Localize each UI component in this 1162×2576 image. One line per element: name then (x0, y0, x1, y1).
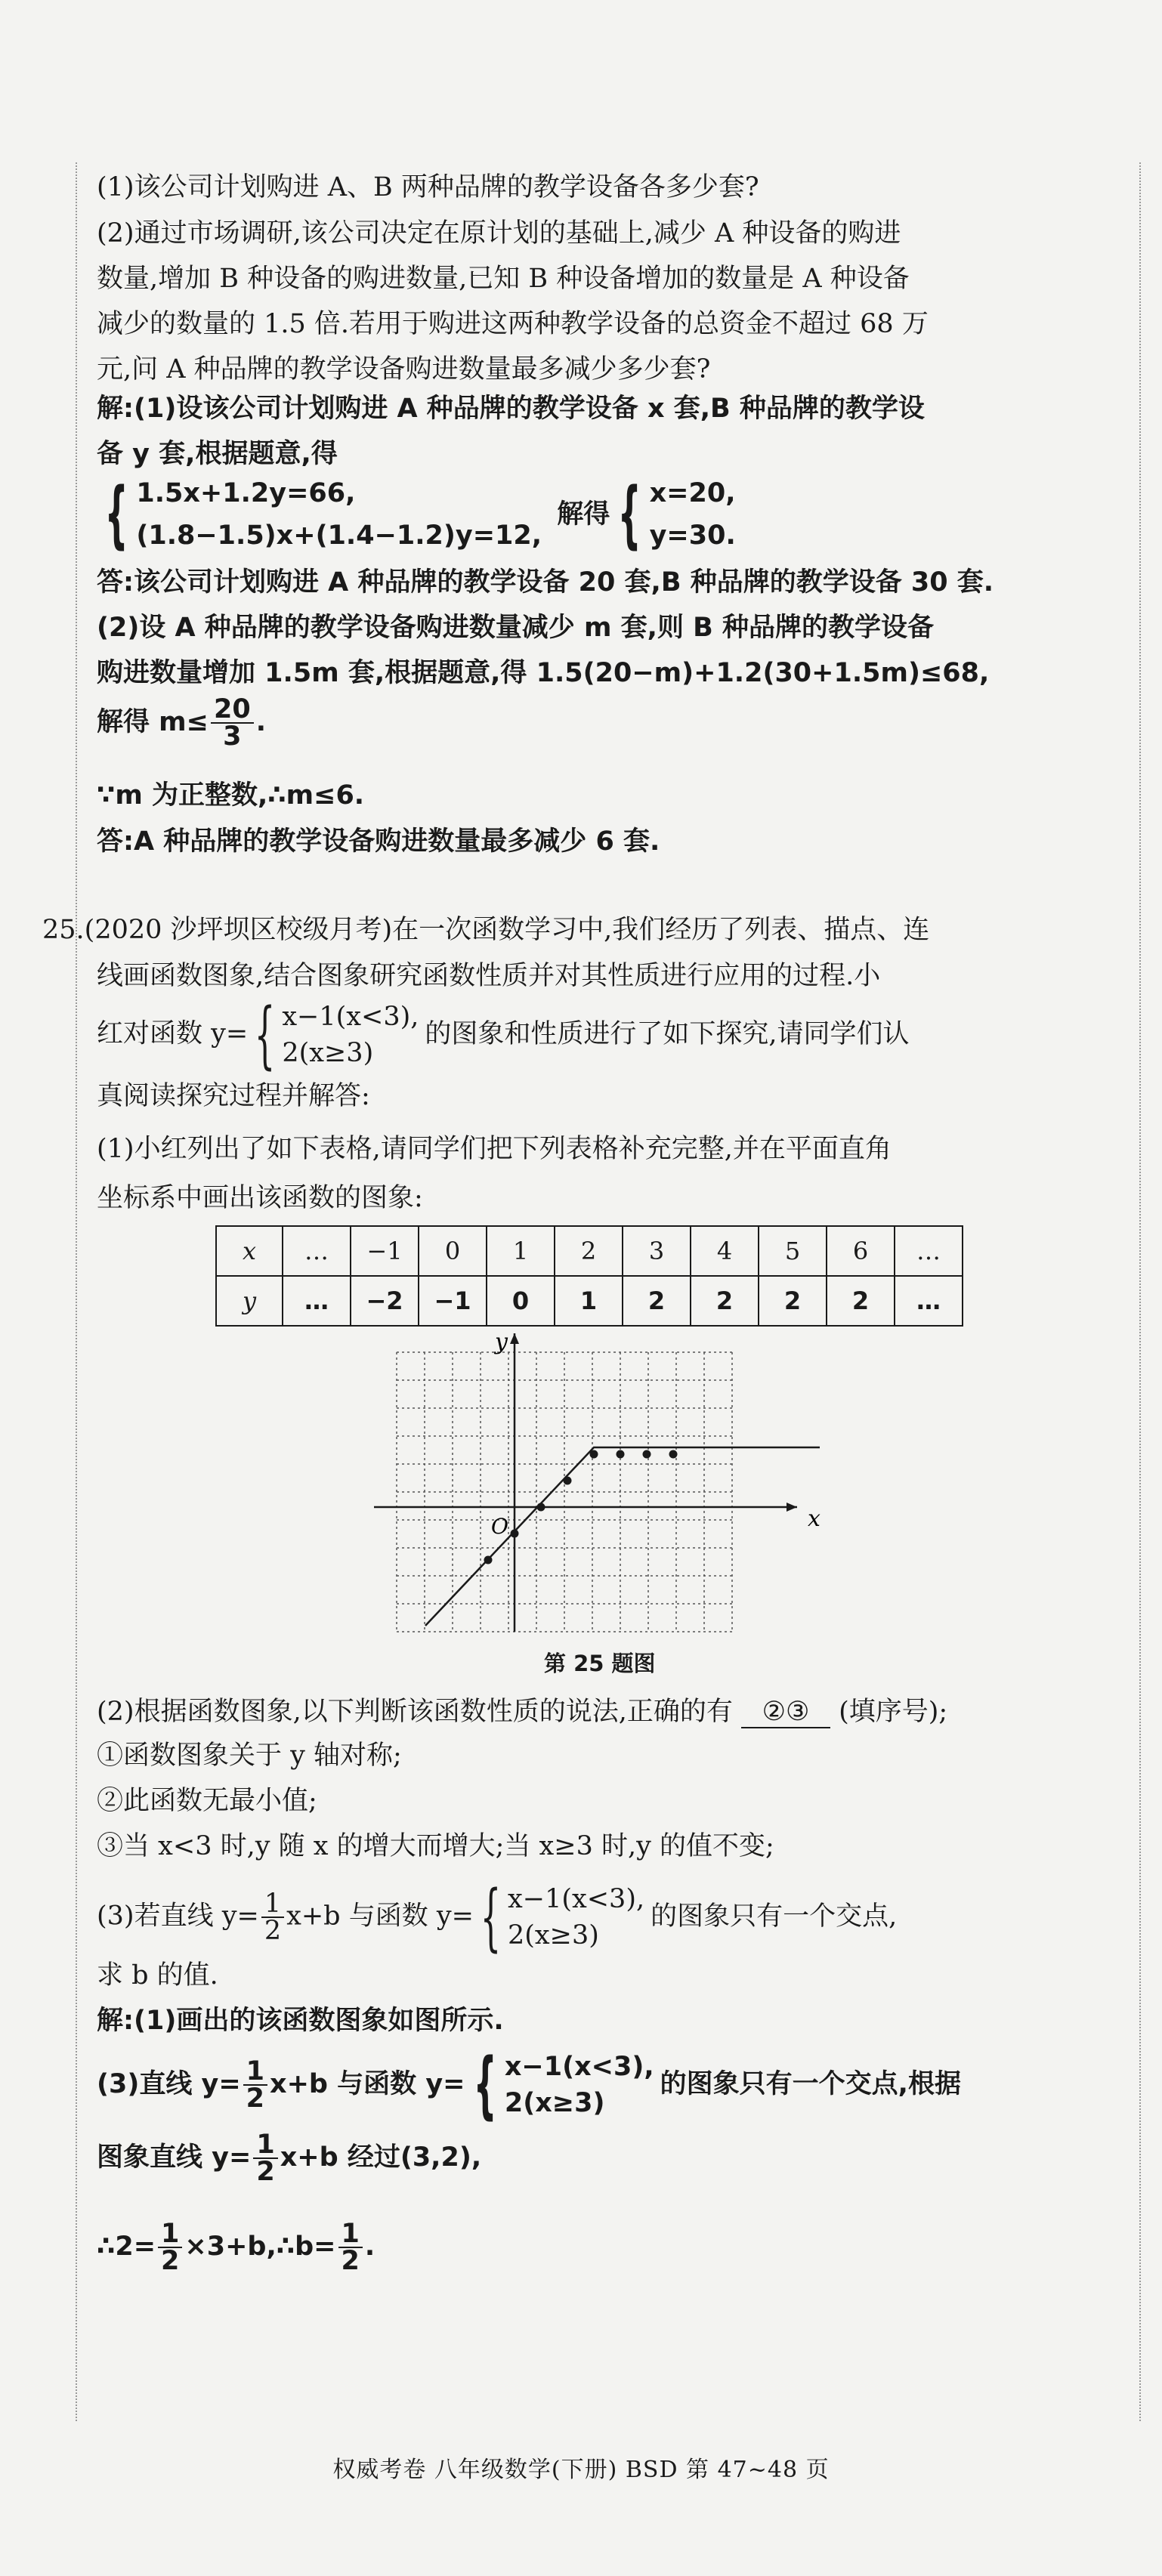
table-cell: 1 (555, 1276, 623, 1326)
table-cell: … (283, 1276, 351, 1326)
right-margin-line (1139, 162, 1141, 2421)
piece-2: 2(x≥3) (282, 1038, 374, 1068)
solution-line: 解:(1)设该公司计划购进 A 种品牌的教学设备 x 套,B 种品牌的教学设 (97, 394, 925, 424)
table-cell: −1 (351, 1226, 419, 1276)
table-cell: −1 (419, 1276, 487, 1326)
table-cell: … (283, 1226, 351, 1276)
x-axis-label: x (808, 1506, 821, 1532)
q25-solution-3-line3 (97, 2221, 375, 2274)
plot-point (617, 1450, 625, 1459)
question-2-line: (2)通过市场调研,该公司决定在原计划的基础上,减少 A 种设备的购进 (97, 218, 901, 249)
fraction-denominator: 2 (264, 1916, 282, 1946)
plot-point (669, 1450, 678, 1459)
solution-2-suffix: . (255, 707, 266, 737)
fraction-denominator: 2 (161, 2246, 180, 2276)
option-2: ②此函数无最小值; (97, 1786, 317, 1816)
function-graph (374, 1330, 842, 1639)
table-header-y: y (216, 1276, 283, 1326)
piece-1: x−1(x<3), (504, 2052, 654, 2082)
q25-solution-3-c: 的图象只有一个交点,根据 (660, 2069, 961, 2099)
q25-solution-3-a: (3)直线 y= (97, 2069, 241, 2099)
y-axis-label: y (495, 1330, 508, 1355)
q25-solution-3-l2-b: x+b 经过(3,2), (280, 2142, 482, 2173)
q25-part2-suffix: (填序号); (839, 1697, 948, 1727)
system-equations (136, 472, 542, 557)
piece-2: 2(x≥3) (504, 2088, 605, 2118)
fraction-numerator: 1 (261, 1891, 284, 1918)
y-axis-arrow (510, 1333, 519, 1344)
q25-line: 真阅读探究过程并解答: (97, 1081, 370, 1111)
q25-solution-3-l3-c: . (364, 2232, 375, 2262)
fraction-denominator: 2 (341, 2246, 360, 2276)
fraction-numerator: 1 (253, 2132, 277, 2159)
x-axis-arrow (787, 1503, 797, 1512)
question-2-line: 数量,增加 B 种设备的购进数量,已知 B 种设备增加的数量是 A 种设备 (97, 264, 910, 294)
piecewise-function (282, 999, 419, 1071)
fraction-numerator: 1 (158, 2221, 182, 2248)
q25-part3-line: 求 b 的值. (97, 1960, 218, 1991)
table-cell: 0 (419, 1226, 487, 1276)
left-brace: { (618, 472, 641, 557)
plot-point (564, 1477, 572, 1485)
q25-part1-line: 坐标系中画出该函数的图象: (97, 1183, 423, 1213)
q25-solution-3-l3-b: ×3+b,∴b= (184, 2232, 336, 2262)
q25-line-suffix: 的图象和性质进行了如下探究,请同学们认 (425, 1018, 910, 1049)
question-1: (1)该公司计划购进 A、B 两种品牌的教学设备各多少套? (97, 172, 759, 202)
option-1: ①函数图象关于 y 轴对称; (97, 1740, 402, 1771)
fraction-half (158, 2221, 182, 2274)
origin-label: O (491, 1514, 508, 1539)
solution-2-line: 购进数量增加 1.5m 套,根据题意,得 1.5(20−m)+1.2(30+1.5m)≤68, (97, 658, 990, 688)
table-cell: … (895, 1226, 963, 1276)
equation-2: (1.8−1.5)x+(1.4−1.2)y=12, (136, 520, 542, 551)
plot-point (537, 1503, 545, 1512)
fraction-half (261, 1891, 284, 1944)
solution-2-line: ∵m 为正整数,∴m≤6. (97, 780, 365, 811)
table-cell: 2 (555, 1226, 623, 1276)
fraction-denominator: 2 (256, 2157, 275, 2187)
fraction-half (253, 2132, 277, 2185)
q25-solution-3-l2-a: 图象直线 y= (97, 2142, 252, 2173)
q25-part2-prefix: (2)根据函数图象,以下判断该函数性质的说法,正确的有 (97, 1697, 733, 1727)
question-2-line: 元,问 A 种品牌的教学设备购进数量最多减少多少套? (97, 354, 711, 385)
plot-point (643, 1450, 651, 1459)
q25-part1-line: (1)小红列出了如下表格,请同学们把下列表格补充完整,并在平面直角 (97, 1134, 892, 1164)
fraction-numerator: 1 (338, 2221, 363, 2248)
q25-part3-c: 的图象只有一个交点, (651, 1901, 898, 1932)
table-cell: −2 (351, 1276, 419, 1326)
fraction-denominator: 2 (246, 2083, 265, 2114)
q25-part3-a: (3)若直线 y= (97, 1901, 259, 1932)
q25-solution-3-b: x+b 与函数 y= (270, 2069, 465, 2099)
equation-system (97, 472, 736, 557)
q25-line-prefix: 红对函数 y= (97, 1018, 249, 1049)
q25-function-line (97, 993, 910, 1077)
fraction-numerator: 20 (211, 697, 254, 724)
table-cell: 2 (691, 1276, 759, 1326)
q25-solution-3-l3-a: ∴2= (97, 2232, 156, 2262)
q25-solution-1: 解:(1)画出的该函数图象如图所示. (97, 2006, 504, 2036)
plot-point (484, 1556, 493, 1564)
table-cell: 2 (623, 1276, 691, 1326)
left-brace: { (255, 993, 276, 1077)
q25-solution-3-line2 (97, 2132, 481, 2185)
figure-caption: 第 25 题图 (544, 1651, 656, 1676)
table-cell: 4 (691, 1226, 759, 1276)
fraction (211, 694, 254, 752)
piece-2: 2(x≥3) (508, 1920, 599, 1951)
table-cell: 2 (759, 1276, 827, 1326)
left-brace: { (473, 2043, 497, 2127)
table-cell: … (895, 1276, 963, 1326)
graph-grid (397, 1352, 732, 1632)
table-cell: 6 (827, 1226, 895, 1276)
table-row-x (216, 1226, 963, 1276)
piece-1: x−1(x<3), (282, 1002, 419, 1032)
solution-2-result (97, 694, 266, 752)
answer-1: 答:该公司计划购进 A 种品牌的教学设备 20 套,B 种品牌的教学设备 30 套. (97, 567, 994, 598)
table-cell: 0 (487, 1276, 555, 1326)
piece-1: x−1(x<3), (508, 1884, 645, 1914)
fraction-half (243, 2056, 267, 2114)
table-cell: 1 (487, 1226, 555, 1276)
piecewise-function (508, 1881, 644, 1954)
function-line (425, 1447, 820, 1626)
table-row-y (216, 1276, 963, 1326)
q25-solution-3 (97, 2043, 961, 2127)
table-cell: 2 (827, 1276, 895, 1326)
left-brace: { (480, 1875, 502, 1960)
left-margin-line (76, 162, 77, 2421)
question-2-line: 减少的数量的 1.5 倍.若用于购进这两种教学设备的总资金不超过 68 万 (97, 309, 929, 339)
solution-2-line: (2)设 A 种品牌的教学设备购进数量减少 m 套,则 B 种品牌的教学设备 (97, 613, 934, 643)
plot-point (511, 1530, 519, 1538)
option-3: ③当 x<3 时,y 随 x 的增大而增大;当 x≥3 时,y 的值不变; (97, 1831, 774, 1861)
result-2: y=30. (649, 520, 736, 551)
fraction-numerator: 1 (243, 2059, 267, 2086)
solution-2-prefix: 解得 m≤ (97, 707, 209, 737)
page-footer: 权威考卷 八年级数学(下册) BSD 第 47~48 页 (332, 2457, 830, 2483)
table-cell: 5 (759, 1226, 827, 1276)
q25-line: 线画函数图象,结合图象研究函数性质并对其性质进行应用的过程.小 (97, 961, 881, 991)
table-cell: 3 (623, 1226, 691, 1276)
q25-part3-b: x+b 与函数 y= (286, 1901, 474, 1932)
fraction-denominator: 3 (223, 721, 242, 752)
q25-part2 (97, 1688, 947, 1735)
answer-2: 答:A 种品牌的教学设备购进数量最多减少 6 套. (97, 826, 660, 857)
table-header-x: x (216, 1226, 283, 1276)
equation-1: 1.5x+1.2y=66, (136, 478, 356, 508)
system-results (650, 472, 736, 557)
value-table (215, 1225, 963, 1327)
solve-word: 解得 (557, 499, 610, 530)
plot-point (590, 1450, 598, 1459)
fraction-half (338, 2221, 363, 2274)
result-1: x=20, (649, 478, 736, 508)
solution-line: 备 y 套,根据题意,得 (97, 439, 338, 469)
q25-part3-line (97, 1875, 898, 1960)
q25-part2-answer: ②③ (741, 1697, 830, 1728)
left-brace: { (104, 472, 128, 557)
q25-line: 25.(2020 沙坪坝区校级月考)在一次函数学习中,我们经历了列表、描点、连 (42, 915, 930, 945)
piecewise-function (505, 2049, 654, 2121)
